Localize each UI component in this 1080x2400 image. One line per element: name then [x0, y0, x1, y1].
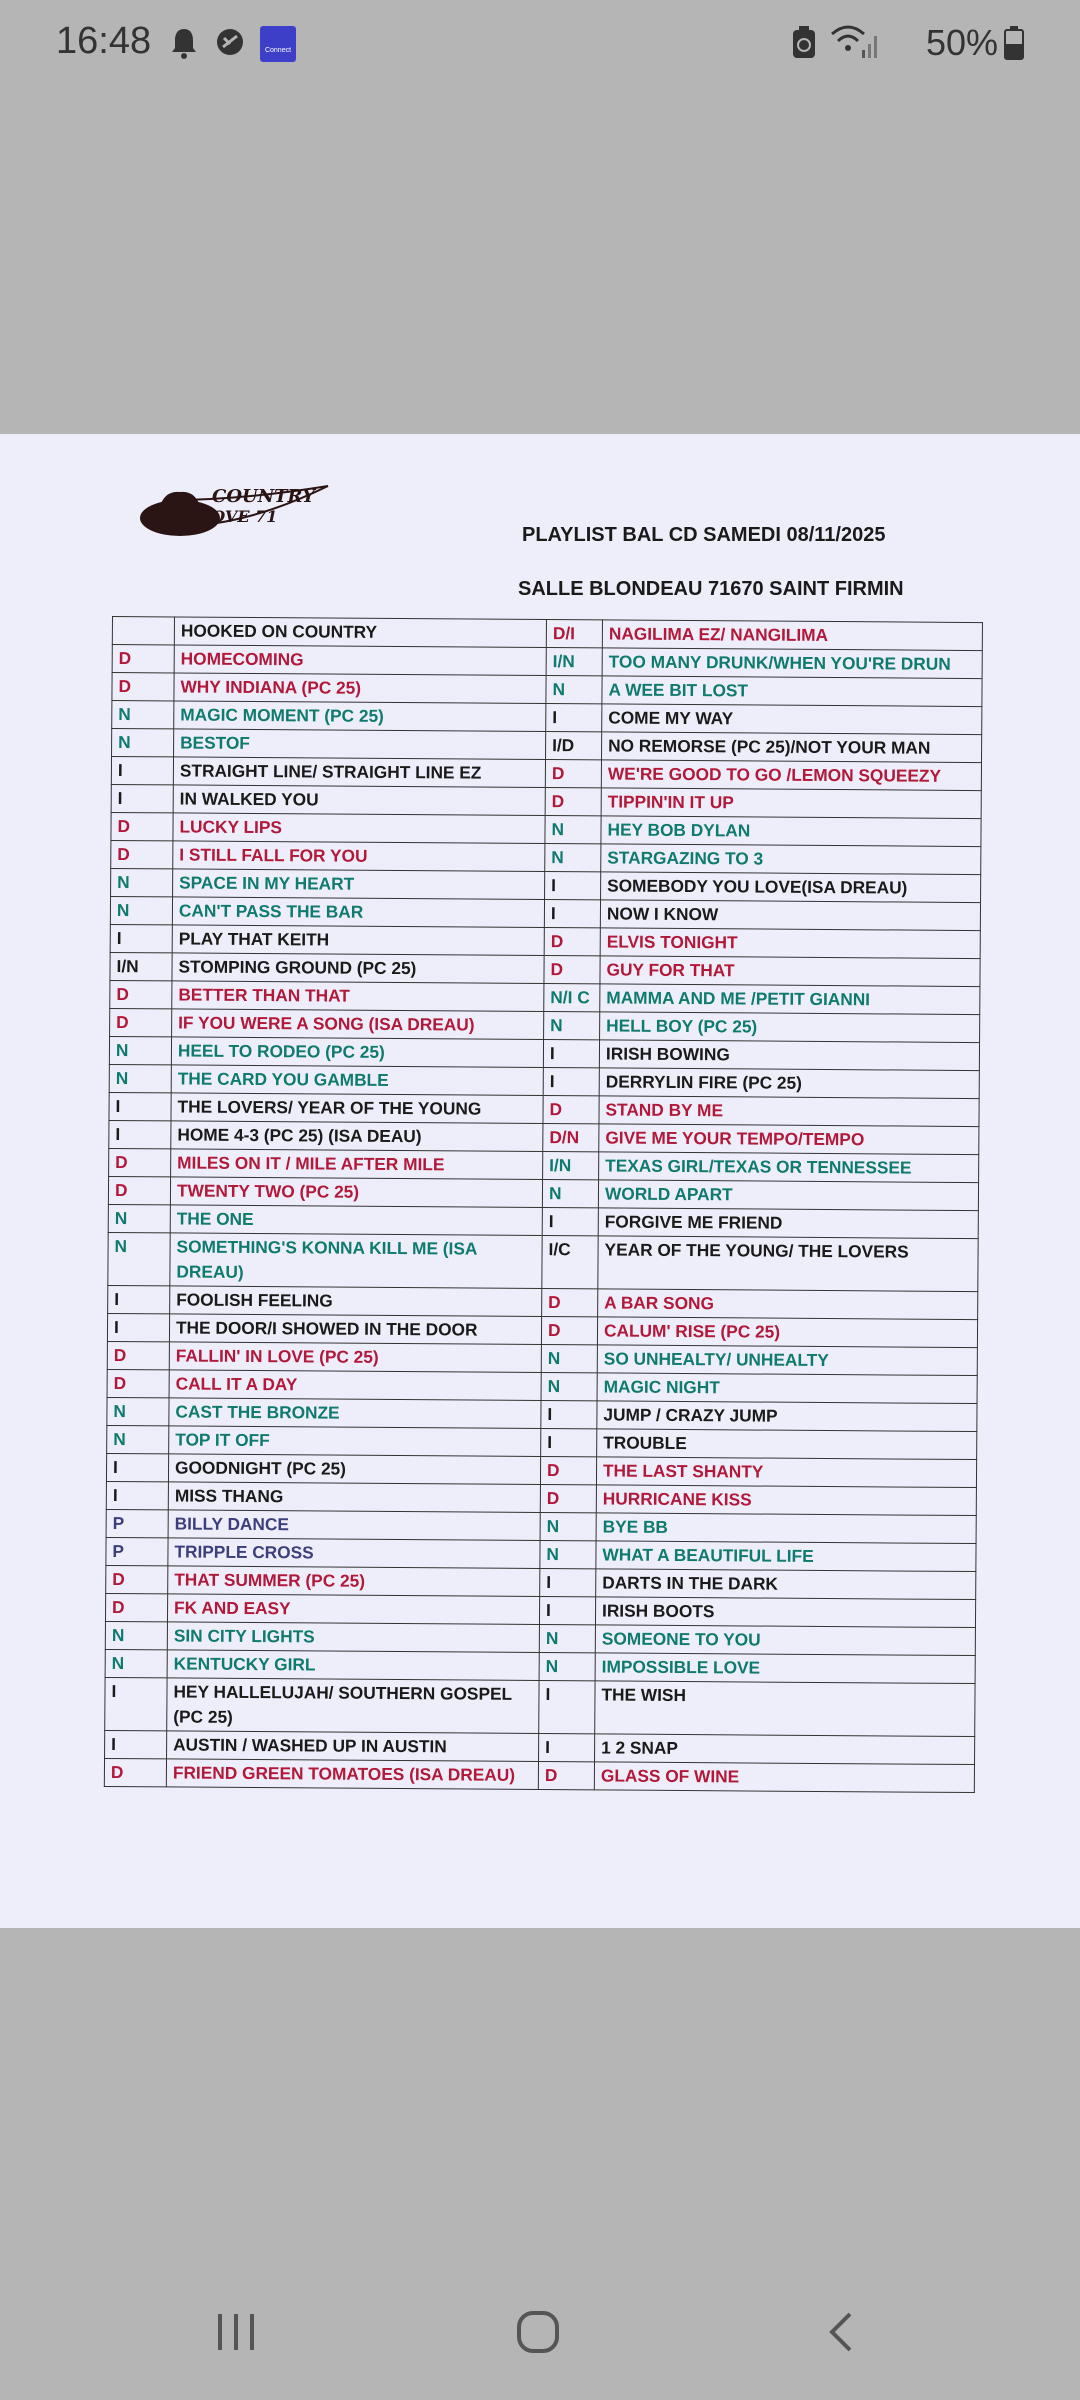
dance-type-right: D: [544, 928, 600, 956]
dance-type-left: N: [108, 1232, 170, 1285]
dance-type-right: I: [541, 1401, 597, 1429]
song-title-left: BETTER THAN THAT: [172, 981, 544, 1012]
song-title-right: HEY BOB DYLAN: [601, 816, 981, 847]
logo-text-love: LOVE 71: [200, 507, 278, 526]
dance-type-left: I: [105, 1730, 167, 1758]
song-title-left: AUSTIN / WASHED UP IN AUSTIN: [167, 1731, 539, 1762]
battery-percentage: 50%: [926, 22, 999, 63]
dance-type-left: [112, 617, 174, 645]
dance-type-right: I: [542, 1208, 598, 1236]
table-row: [105, 1677, 975, 1736]
status-bar: [0, 0, 1080, 90]
dance-type-left: D: [112, 673, 174, 701]
document-photo: [0, 434, 1080, 1928]
song-title-right: STARGAZING TO 3: [601, 844, 981, 875]
dance-type-left: D: [111, 840, 173, 868]
dance-type-right: N/I C: [544, 984, 600, 1012]
song-title-left: HEEL TO RODEO (PC 25): [171, 1037, 543, 1068]
song-title-right: SOMEONE TO YOU: [595, 1625, 975, 1656]
dance-type-right: I: [546, 704, 602, 732]
song-title-left: FALLIN' IN LOVE (PC 25): [169, 1342, 541, 1373]
dance-type-left: N: [108, 1204, 170, 1232]
dance-type-left: N: [112, 729, 174, 757]
dance-type-right: I: [540, 1569, 596, 1597]
dance-type-left: I: [107, 1313, 169, 1341]
dance-type-right: D: [540, 1485, 596, 1513]
dance-type-left: N: [109, 1064, 171, 1092]
song-title-left: TRIPPLE CROSS: [168, 1538, 540, 1569]
connect-icon: [260, 26, 296, 62]
dance-type-right: D: [540, 1457, 596, 1485]
dance-type-left: I: [111, 784, 173, 812]
dance-type-left: I: [110, 924, 172, 952]
dance-type-left: D: [107, 1369, 169, 1397]
song-title-left: FRIEND GREEN TOMATOES (ISA DREAU): [166, 1759, 538, 1790]
song-title-right: DARTS IN THE DARK: [596, 1569, 976, 1600]
song-title-right: ELVIS TONIGHT: [600, 928, 980, 959]
dance-type-left: D: [110, 1008, 172, 1036]
song-title-left: TOP IT OFF: [169, 1426, 541, 1457]
song-title-right: IRISH BOOTS: [595, 1597, 975, 1628]
dance-type-right: D: [541, 1317, 597, 1345]
song-title-right: NOW I KNOW: [600, 900, 980, 931]
playlist-title: PLAYLIST BAL CD SAMEDI 08/11/2025: [522, 524, 886, 546]
song-title-right: JUMP / CRAZY JUMP: [597, 1401, 977, 1432]
song-title-left: IF YOU WERE A SONG (ISA DREAU): [172, 1009, 544, 1040]
dance-type-left: I: [109, 1120, 171, 1148]
song-title-left: I STILL FALL FOR YOU: [173, 841, 545, 872]
song-title-right: IMPOSSIBLE LOVE: [595, 1653, 975, 1684]
song-title-left: FK AND EASY: [167, 1594, 539, 1625]
battery-icon: [1004, 26, 1024, 60]
dance-type-right: I: [543, 1040, 599, 1068]
dance-type-left: N: [105, 1621, 167, 1649]
song-title-left: HOOKED ON COUNTRY: [174, 617, 546, 648]
song-title-right: GIVE ME YOUR TEMPO/TEMPO: [599, 1124, 979, 1155]
song-title-right: GLASS OF WINE: [594, 1762, 974, 1793]
song-title-left: STOMPING GROUND (PC 25): [172, 953, 544, 984]
dance-type-right: I: [539, 1681, 595, 1734]
song-title-left: THAT SUMMER (PC 25): [168, 1566, 540, 1597]
dance-type-right: I: [539, 1734, 595, 1762]
song-title-right: CALUM' RISE (PC 25): [597, 1317, 977, 1348]
song-title-right: HELL BOY (PC 25): [600, 1012, 980, 1043]
dance-type-right: I: [545, 872, 601, 900]
dance-type-left: N: [109, 1036, 171, 1064]
song-title-left: CAN'T PASS THE BAR: [172, 897, 544, 928]
song-title-right: NAGILIMA EZ/ NANGILIMA: [602, 620, 982, 651]
dance-type-left: D: [110, 980, 172, 1008]
song-title-left: BESTOF: [174, 729, 546, 760]
song-title-left: SPACE IN MY HEART: [173, 869, 545, 900]
dance-type-right: N: [546, 676, 602, 704]
song-title-left: LUCKY LIPS: [173, 813, 545, 844]
song-title-left: GOODNIGHT (PC 25): [168, 1454, 540, 1485]
table-row: [104, 1758, 974, 1792]
song-title-right: 1 2 SNAP: [595, 1734, 975, 1765]
song-title-left: BILLY DANCE: [168, 1510, 540, 1541]
dance-type-right: I: [539, 1597, 595, 1625]
song-title-right: DERRYLIN FIRE (PC 25): [599, 1068, 979, 1099]
song-title-right: HURRICANE KISS: [596, 1485, 976, 1516]
dance-type-left: N: [107, 1397, 169, 1425]
recents-icon[interactable]: [214, 2312, 258, 2352]
song-title-right: TROUBLE: [597, 1429, 977, 1460]
song-title-left: THE LOVERS/ YEAR OF THE YOUNG: [171, 1093, 543, 1124]
dance-type-right: D: [545, 788, 601, 816]
dance-type-left: I: [106, 1481, 168, 1509]
song-title-right: THE WISH: [595, 1681, 975, 1737]
dance-type-left: D: [112, 645, 174, 673]
venue-subtitle: SALLE BLONDEAU 71670 SAINT FIRMIN: [518, 578, 904, 600]
song-title-left: HOMECOMING: [174, 645, 546, 676]
dance-type-right: N: [541, 1373, 597, 1401]
song-title-right: WORLD APART: [598, 1180, 978, 1211]
dance-type-right: N: [545, 844, 601, 872]
dance-type-left: I/N: [110, 952, 172, 980]
dance-type-right: I: [544, 900, 600, 928]
song-title-right: NO REMORSE (PC 25)/NOT YOUR MAN: [602, 732, 982, 763]
connect-label: Connect: [264, 47, 292, 54]
song-title-right: IRISH BOWING: [599, 1040, 979, 1071]
dance-type-right: D: [542, 1289, 598, 1317]
dance-type-right: N: [541, 1345, 597, 1373]
bell-icon: [168, 26, 200, 60]
dance-type-left: P: [106, 1509, 168, 1537]
dance-type-left: N: [111, 868, 173, 896]
playlist-table: [104, 616, 983, 1793]
dance-type-left: D: [107, 1341, 169, 1369]
song-title-left: THE DOOR/I SHOWED IN THE DOOR: [169, 1314, 541, 1345]
dance-type-right: N: [540, 1541, 596, 1569]
clock: 16:48: [56, 20, 152, 62]
song-title-right: A BAR SONG: [598, 1289, 978, 1320]
song-title-right: GUY FOR THAT: [600, 956, 980, 987]
dance-type-right: D: [543, 1096, 599, 1124]
song-title-left: THE ONE: [170, 1205, 542, 1236]
dance-type-right: I/C: [542, 1236, 598, 1289]
song-title-right: STAND BY ME: [599, 1096, 979, 1127]
song-title-left: CALL IT A DAY: [169, 1370, 541, 1401]
song-title-left: WHY INDIANA (PC 25): [174, 673, 546, 704]
home-icon[interactable]: [516, 2310, 560, 2354]
dance-type-right: I: [543, 1068, 599, 1096]
dance-type-right: N: [542, 1180, 598, 1208]
song-title-left: MILES ON IT / MILE AFTER MILE: [171, 1149, 543, 1180]
song-title-left: SIN CITY LIGHTS: [167, 1622, 539, 1653]
dance-type-left: I: [105, 1677, 167, 1730]
logo-text-country: COUNTRY: [212, 486, 315, 507]
dance-type-right: N: [539, 1625, 595, 1653]
dance-type-left: N: [105, 1649, 167, 1677]
song-title-left: MISS THANG: [168, 1482, 540, 1513]
song-title-right: YEAR OF THE YOUNG/ THE LOVERS: [598, 1236, 978, 1292]
dance-type-right: I/N: [546, 648, 602, 676]
song-title-left: KENTUCKY GIRL: [167, 1650, 539, 1681]
dance-type-right: D/I: [546, 620, 602, 648]
table-row: [108, 1232, 978, 1291]
country-love-logo: [132, 470, 332, 550]
song-title-left: STRAIGHT LINE/ STRAIGHT LINE EZ: [173, 757, 545, 788]
dance-type-left: D: [106, 1565, 168, 1593]
dance-type-right: N: [539, 1653, 595, 1681]
back-icon[interactable]: [822, 2310, 862, 2354]
song-title-right: THE LAST SHANTY: [596, 1457, 976, 1488]
dance-type-right: N: [540, 1513, 596, 1541]
song-title-right: TIPPIN'IN IT UP: [601, 788, 981, 819]
dance-type-right: D/N: [543, 1124, 599, 1152]
dance-type-left: D: [104, 1758, 166, 1786]
song-title-left: HOME 4-3 (PC 25) (ISA DEAU): [171, 1121, 543, 1152]
dance-type-left: N: [112, 701, 174, 729]
song-title-right: FORGIVE ME FRIEND: [598, 1208, 978, 1239]
recycle-icon: [790, 26, 818, 60]
wifi-icon: [830, 22, 880, 62]
song-title-right: MAMMA AND ME /PETIT GIANNI: [600, 984, 980, 1015]
dance-type-right: D: [544, 956, 600, 984]
dance-type-left: I: [111, 757, 173, 785]
dance-type-left: D: [108, 1176, 170, 1204]
song-title-left: THE CARD YOU GAMBLE: [171, 1065, 543, 1096]
song-title-left: HEY HALLELUJAH/ SOUTHERN GOSPEL (PC 25): [167, 1678, 539, 1734]
dance-type-right: N: [545, 816, 601, 844]
song-title-left: PLAY THAT KEITH: [172, 925, 544, 956]
song-title-right: SOMEBODY YOU LOVE(ISA DREAU): [601, 872, 981, 903]
dance-type-left: I: [109, 1092, 171, 1120]
song-title-left: FOOLISH FEELING: [170, 1286, 542, 1317]
dance-type-right: N: [544, 1012, 600, 1040]
dance-type-right: D: [545, 760, 601, 788]
song-title-left: SOMETHING'S KONNA KILL ME (ISA DREAU): [170, 1233, 542, 1289]
song-title-right: TEXAS GIRL/TEXAS OR TENNESSEE: [599, 1152, 979, 1183]
dance-type-left: N: [107, 1425, 169, 1453]
song-title-right: TOO MANY DRUNK/WHEN YOU'RE DRUN: [602, 648, 982, 679]
navigation-bar: [0, 2280, 1080, 2400]
dance-type-left: I: [108, 1285, 170, 1313]
song-title-left: TWENTY TWO (PC 25): [170, 1177, 542, 1208]
dance-type-right: D: [538, 1762, 594, 1790]
song-title-right: BYE BB: [596, 1513, 976, 1544]
song-title-right: WE'RE GOOD TO GO /LEMON SQUEEZY: [601, 760, 981, 791]
song-title-left: CAST THE BRONZE: [169, 1398, 541, 1429]
song-title-left: IN WALKED YOU: [173, 785, 545, 816]
song-title-right: MAGIC NIGHT: [597, 1373, 977, 1404]
dance-type-left: D: [105, 1593, 167, 1621]
dance-type-right: I: [541, 1429, 597, 1457]
song-title-right: A WEE BIT LOST: [602, 676, 982, 707]
playlist-body: [104, 617, 982, 1793]
dance-type-left: I: [106, 1453, 168, 1481]
block-icon: [214, 26, 246, 58]
dance-type-left: D: [111, 812, 173, 840]
song-title-left: MAGIC MOMENT (PC 25): [174, 701, 546, 732]
song-title-right: WHAT A BEAUTIFUL LIFE: [596, 1541, 976, 1572]
dance-type-left: N: [110, 896, 172, 924]
dance-type-left: P: [106, 1537, 168, 1565]
dance-type-right: I/N: [543, 1152, 599, 1180]
song-title-right: COME MY WAY: [602, 704, 982, 735]
dance-type-left: D: [109, 1148, 171, 1176]
dance-type-right: I/D: [546, 732, 602, 760]
song-title-right: SO UNHEALTY/ UNHEALTY: [597, 1345, 977, 1376]
